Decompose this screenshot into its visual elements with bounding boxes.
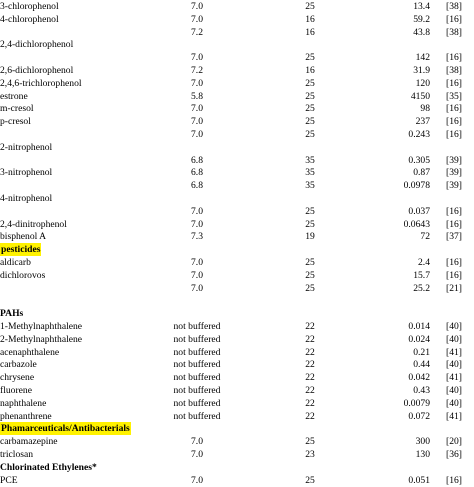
rate-constant-cell: 0.87 [413,167,430,179]
ph-cell: 7.0 [191,449,203,460]
temperature-cell: 25 [305,218,315,230]
ph-cell: 7.0 [191,218,203,230]
compound-name: 4-nitrophenol [0,193,53,204]
rate-constant-cell: 0.072 [408,410,430,422]
rate-constant-cell: 142 [415,52,430,64]
reference-cell: [41] [446,346,462,358]
ph-cell: 7.3 [191,231,203,243]
compound-name: 2-Methylnaphthalene [0,333,83,345]
ph-cell: 7.0 [191,269,203,281]
reference-cell: [16] [446,129,462,140]
temperature-cell: 35 [305,167,315,179]
compound-name: estrone [0,90,28,102]
ph-cell: not buffered [173,359,221,371]
table-row [0,333,474,346]
ph-cell: 7.2 [191,26,203,38]
rate-constant-cell: 2.4 [418,257,430,268]
reference-cell: [37] [446,231,462,243]
ph-cell: not buffered [173,346,221,358]
table-row [0,256,474,269]
rate-constant-cell: 13.4 [413,1,430,12]
ph-cell: 7.0 [191,474,203,486]
temperature-cell: 25 [305,269,315,281]
ph-cell: 7.0 [191,436,203,448]
compound-name: PCE [0,474,18,486]
table-row [0,205,474,218]
ph-cell: 7.0 [191,129,203,140]
compound-name: triclosan [0,449,34,460]
compound-name: aldicarb [0,257,31,268]
table-row [0,371,474,384]
temperature-cell: 22 [305,397,315,409]
table-row [0,90,474,103]
table-row [0,269,474,282]
reference-cell: [35] [446,90,462,102]
temperature-cell: 25 [305,474,315,486]
rate-constant-cell: 0.0079 [403,397,430,409]
rate-constant-cell: 300 [415,436,430,448]
temperature-cell: 25 [305,77,315,89]
temperature-cell: 22 [305,346,315,358]
reference-cell: [16] [446,52,462,64]
ph-cell: not buffered [173,333,221,345]
ph-cell: 7.0 [191,52,203,64]
compound-name: 2,6-dichlorophenol [0,65,74,76]
section-header-row [0,461,474,474]
compound-name: 2,4-dichlorophenol [0,39,74,51]
temperature-cell: 25 [305,436,315,448]
table-row [0,435,474,448]
rate-constant-cell: 0.305 [408,154,430,166]
reference-cell: [16] [446,257,462,268]
ph-cell: 6.8 [191,180,203,192]
ph-cell: 7.2 [191,65,203,76]
reference-cell: [40] [446,385,462,396]
temperature-cell: 16 [305,65,315,76]
compound-name: fluorene [0,385,32,396]
temperature-cell: 16 [305,13,315,25]
ph-cell: not buffered [173,372,221,384]
ph-cell: 7.0 [191,103,203,115]
table-row [0,13,474,26]
compound-name: p-cresol [0,116,31,128]
temperature-cell: 22 [305,372,315,384]
compound-name: bisphenol A [0,231,47,243]
table-row [0,282,474,295]
reference-cell: [39] [446,167,462,179]
rate-constant-cell: 0.44 [413,359,430,371]
table-row [0,77,474,90]
temperature-cell: 25 [305,129,315,140]
rate-constant-cell: 0.051 [408,474,430,486]
table-row [0,154,474,167]
table-row [0,474,474,487]
section-header-row [0,422,474,435]
reference-cell: [41] [446,410,462,422]
table-row [0,38,474,51]
table-row [0,64,474,77]
rate-constant-cell: 0.024 [408,333,430,345]
ph-cell: 5.8 [191,90,203,102]
reference-cell: [16] [446,269,462,281]
reference-cell: [39] [446,154,462,166]
temperature-cell: 22 [305,321,315,332]
temperature-cell: 22 [305,333,315,345]
compound-name: naphthalene [0,397,47,409]
table-row [0,448,474,461]
ph-cell: 7.0 [191,205,203,217]
rate-constant-cell: 0.0643 [403,218,430,230]
compound-name: phenanthrene [0,410,52,422]
ph-cell: 7.0 [191,116,203,128]
reference-cell: [39] [446,180,462,192]
section-header-row [0,307,474,320]
compound-name: 2,4-dinitrophenol [0,218,67,230]
ph-cell: 6.8 [191,154,203,166]
table-row [0,294,474,307]
temperature-cell: 25 [305,257,315,268]
rate-constant-cell: 0.042 [408,372,430,384]
temperature-cell: 35 [305,180,315,192]
compound-name: 3-chlorophenol [0,1,59,12]
ph-cell: 7.0 [191,1,203,12]
table-row [0,51,474,64]
rate-constant-cell: 25.2 [413,282,430,294]
reference-cell: [16] [446,474,462,486]
ph-cell: not buffered [173,321,221,332]
compound-name: acenaphthalene [0,346,60,358]
temperature-cell: 25 [305,103,315,115]
ph-cell: not buffered [173,385,221,396]
section-title: PAHs [0,308,24,320]
rate-constant-cell: 0.014 [408,321,430,332]
ph-cell: not buffered [173,410,221,422]
table-row [0,128,474,141]
reference-cell: [16] [446,103,462,115]
table-row [0,384,474,397]
reference-cell: [38] [446,1,462,12]
compound-name: 4-chlorophenol [0,13,59,25]
table-row [0,397,474,410]
reference-cell: [16] [446,116,462,128]
rate-constant-cell: 72 [420,231,430,243]
table-row [0,192,474,205]
ph-cell: 7.0 [191,257,203,268]
table-row [0,320,474,333]
rate-constant-cell: 0.037 [408,205,430,217]
rate-constant-cell: 43.8 [413,26,430,38]
rate-constant-cell: 59.2 [413,13,430,25]
section-title: Phamarceuticals/Antibacterials [1,423,130,435]
rate-constant-cell: 31.9 [413,65,430,76]
table-row [0,218,474,231]
reference-cell: [41] [446,372,462,384]
temperature-cell: 25 [305,205,315,217]
temperature-cell: 22 [305,385,315,396]
section-header-row [0,243,474,256]
rate-constant-cell: 0.243 [408,129,430,140]
ph-cell: 7.0 [191,77,203,89]
reference-cell: [40] [446,397,462,409]
temperature-cell: 25 [305,282,315,294]
rate-constant-cell: 0.43 [413,385,430,396]
reference-cell: [40] [446,333,462,345]
table-row [0,346,474,359]
compound-name: 2,4,6-trichlorophenol [0,77,82,89]
section-title: pesticides [1,244,41,256]
compound-name: 1-Methylnaphthalene [0,321,83,332]
rate-constant-cell: 130 [415,449,430,460]
compound-name: carbamazepine [0,436,58,448]
temperature-cell: 22 [305,359,315,371]
compound-name: chrysene [0,372,35,384]
temperature-cell: 35 [305,154,315,166]
reference-cell: [21] [446,282,462,294]
ph-cell: 6.8 [191,167,203,179]
table-row [0,179,474,192]
rate-constant-cell: 120 [415,77,430,89]
reference-cell: [38] [446,26,462,38]
reference-cell: [40] [446,359,462,371]
ph-cell: 7.0 [191,13,203,25]
temperature-cell: 23 [305,449,315,460]
table-row [0,230,474,243]
rate-constant-cell: 0.21 [413,346,430,358]
reference-cell: [16] [446,205,462,217]
compound-name: carbazole [0,359,37,371]
rate-constant-cell: 15.7 [413,269,430,281]
reference-cell: [20] [446,436,462,448]
table-row [0,0,474,13]
temperature-cell: 22 [305,410,315,422]
table-row [0,141,474,154]
rate-constant-cell: 4150 [410,90,430,102]
rate-constant-cell: 0.0978 [403,180,430,192]
table-row [0,115,474,128]
temperature-cell: 25 [305,1,315,12]
table-row [0,166,474,179]
reference-cell: [16] [446,218,462,230]
table-row [0,26,474,39]
reference-cell: [16] [446,13,462,25]
rate-constant-cell: 98 [420,103,430,115]
reference-cell: [16] [446,77,462,89]
temperature-cell: 25 [305,52,315,64]
compound-name: 2-nitrophenol [0,141,53,153]
reference-cell: [38] [446,65,462,76]
compound-name: 3-nitrophenol [0,167,53,179]
temperature-cell: 16 [305,26,315,38]
ph-cell: not buffered [173,397,221,409]
compound-name: m-cresol [0,103,34,115]
table-row [0,358,474,371]
reference-cell: [36] [446,449,462,460]
table-row [0,102,474,115]
temperature-cell: 19 [305,231,315,243]
rate-constant-cell: 237 [415,116,430,128]
section-title: Chlorinated Ethylenes* [0,461,97,473]
reference-cell: [40] [446,321,462,332]
temperature-cell: 25 [305,116,315,128]
ph-cell: 7.0 [191,282,203,294]
temperature-cell: 25 [305,90,315,102]
table-row [0,410,474,423]
compound-name: dichlorovos [0,269,46,281]
